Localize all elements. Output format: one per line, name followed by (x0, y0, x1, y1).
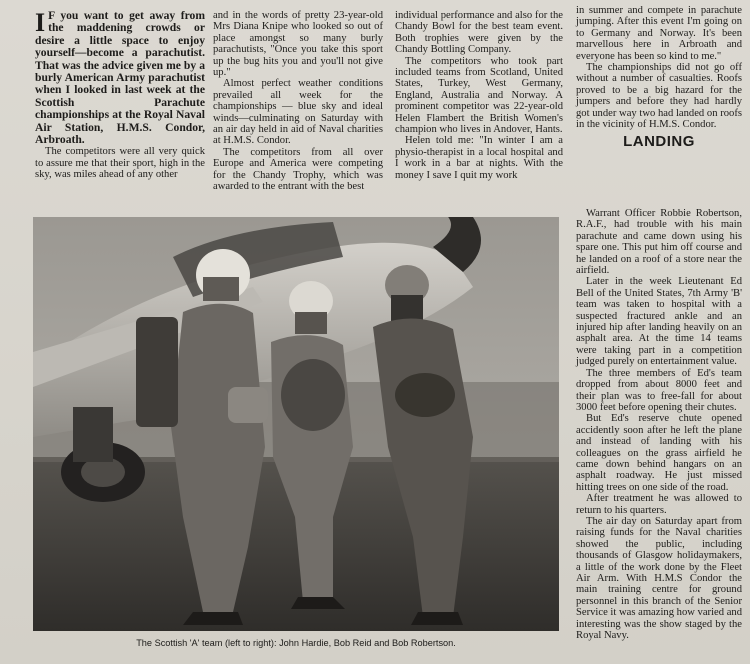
article-column-1 (35, 10, 205, 181)
drop-cap: I (35, 8, 46, 37)
team-photo (33, 217, 559, 631)
paragraph: in summer and compete in parachute jumping. After this event I'm going on to Germany and Norway. It's been marvellous here in Arbroath and everyone has been so kind to me." (576, 5, 742, 62)
article-column-4-upper (576, 5, 742, 152)
paragraph: The competitors were all very quick to assure me that their sport, high in the sky, was miles ahead of any other (35, 146, 205, 181)
paragraph: The three members of Ed's team dropped from about 8000 feet and their plan was to free-fall for about 3000 feet before opening their chutes. (576, 367, 742, 413)
paragraph: The competitors who took part included teams from Scotland, United States, Turkey, West Germany, England, Australia and Norway. A prominent competitor was 22-year-old Helen Flambert the British Women's champion who lives in Andover, Hants. (395, 55, 563, 136)
paragraph: The competitors from all over Europe and America were competing for the Chandy Trophy, which was awarded to the entrant with the best (213, 146, 383, 193)
paragraph: But Ed's reserve chute opened accidently soon after he left the plane and instead of landing with his colleagues on the grass airfield he came down behind hangars on an asphalt roadway. He just missed hitting trees on one side of the road. (576, 413, 742, 493)
paragraph: Almost perfect weather conditions prevailed all week for the championships — blue sky and ideal winds—culminating on Saturday with an air day held in aid of Naval charities at H.M.S. Condor. (213, 78, 383, 147)
lead-text: F you want to get away from the maddening crowds or desire a little space to enjoy yourself—become a parachutist. That was the advice given me by a burly American Army parachutist when I looked in last week at the Scottish Parachute championships at the Royal Naval Air Station, H.M.S. Condor, Arbroath. (35, 9, 205, 147)
paragraph: individual performance and also for the Chandy Bowl for the best team event. Both trophies were given by the Chandy Bottling Company. (395, 10, 563, 56)
article-column-2 (213, 10, 383, 193)
paragraph: Warrant Officer Robbie Robertson, R.A.F., had trouble with his main parachute and came down using his spare one. This put him off course and he landed on a roof of a store near the airfield. (576, 208, 742, 277)
paragraph: Helen told me: "In winter I am a physio-therapist in a local hospital and I work in a bar at nights. With the money I save I quit my work (395, 135, 563, 181)
article-column-3 (395, 10, 563, 181)
section-subhead: LANDING (623, 133, 695, 151)
paragraph: Later in the week Lieutenant Ed Bell of the United States, 7th Army 'B' team was taken to hospital with a suspected fractured ankle and an injured hip after landing heavily on an asphalt area. At the time 14 teams were taking part in a competition judged purely on entertainment value. (576, 276, 742, 368)
photo-caption: The Scottish 'A' team (left to right): John Hardie, Bob Reid and Bob Robertson. (136, 638, 456, 648)
photo-illustration (33, 217, 559, 631)
paragraph: After treatment he was allowed to return to his quarters. (576, 493, 742, 516)
paragraph: The championships did not go off without a number of casualties. Roofs proved to be a big hazard for the jumpers and before they had hardly got under way two had landed on roofs in the vicinity of H.M.S. Condor. (576, 62, 742, 131)
article-lead (35, 10, 205, 146)
paragraph: The air day on Saturday apart from raising funds for the Naval charities showed the public, including thousands of Glasgow holidaymakers, a little of the work done by the Fleet Air Arm. With H.M.S Condor the main training centre for ground personnel in this branch of the Senior Service it was amazing how varied and interesting was the show staged by the Royal Navy. (576, 515, 742, 642)
article-column-4-lower (576, 208, 742, 641)
paragraph: and in the words of pretty 23-year-old Mrs Diana Knipe who looked so out of place amongst so many burly parachutists, "Once you take this sport up the bug hits you and you'll not give up." (213, 10, 383, 79)
